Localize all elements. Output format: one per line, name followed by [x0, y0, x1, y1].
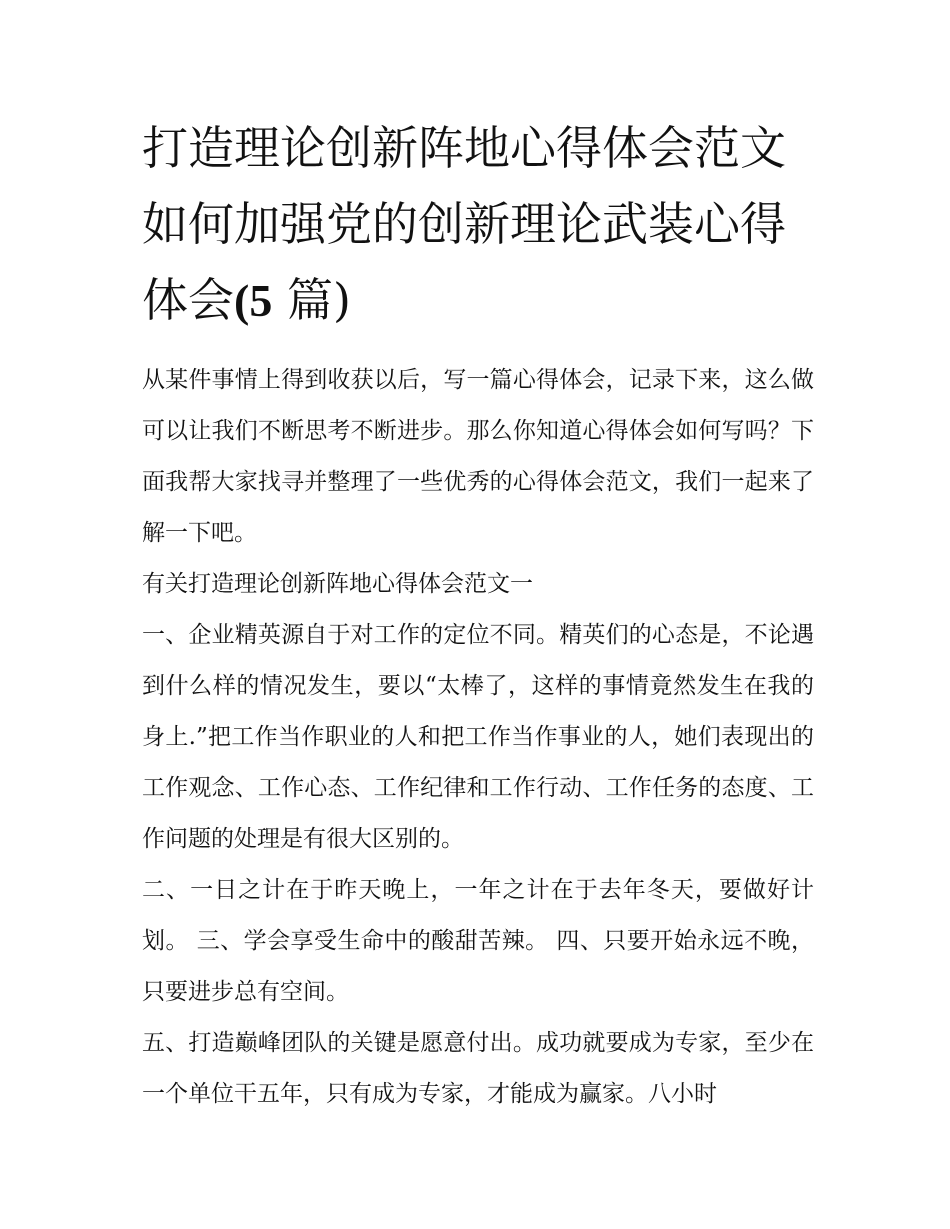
document-body	[142, 355, 814, 1120]
paragraph-point-5: 五、打造巅峰团队的关键是愿意付出。成功就要成为专家，至少在一个单位干五年，只有成为专家，才能成为赢家。八小时	[142, 1030, 814, 1107]
document-content	[142, 110, 814, 1120]
title-suffix: 篇)	[272, 273, 351, 327]
paragraph-point-1: 一、企业精英源自于对工作的定位不同。精英们的心态是，不论遇到什么样的情况发生，要以“太棒了，这样的事情竟然发生在我的身上.”把工作当作职业的人和把工作当作事业的人，她们表现出的工作观念、工作心态、工作纪律和工作行动、工作任务的态度、工作问题的处理是有很大区别的。	[142, 622, 814, 852]
title-count: (5	[234, 275, 273, 326]
document-title	[142, 110, 814, 339]
paragraph-points-2-4: 二、一日之计在于昨天晚上，一年之计在于去年冬天，要做好计划。 三、学会享受生命中的酸甜苦辣。 四、只要开始永远不晚，只要进步总有空间。	[142, 877, 814, 1005]
title-text: 打造理论创新阵地心得体会范文 如何加强党的创新理论武装心得体会	[142, 121, 786, 327]
section-heading: 有关打造理论创新阵地心得体会范文一	[142, 571, 533, 597]
intro-paragraph: 从某件事情上得到收获以后，写一篇心得体会，记录下来，这么做可以让我们不断思考不断进步。那么你知道心得体会如何写吗？下面我帮大家找寻并整理了一些优秀的心得体会范文，我们一起来了解一下吧。	[142, 367, 814, 546]
